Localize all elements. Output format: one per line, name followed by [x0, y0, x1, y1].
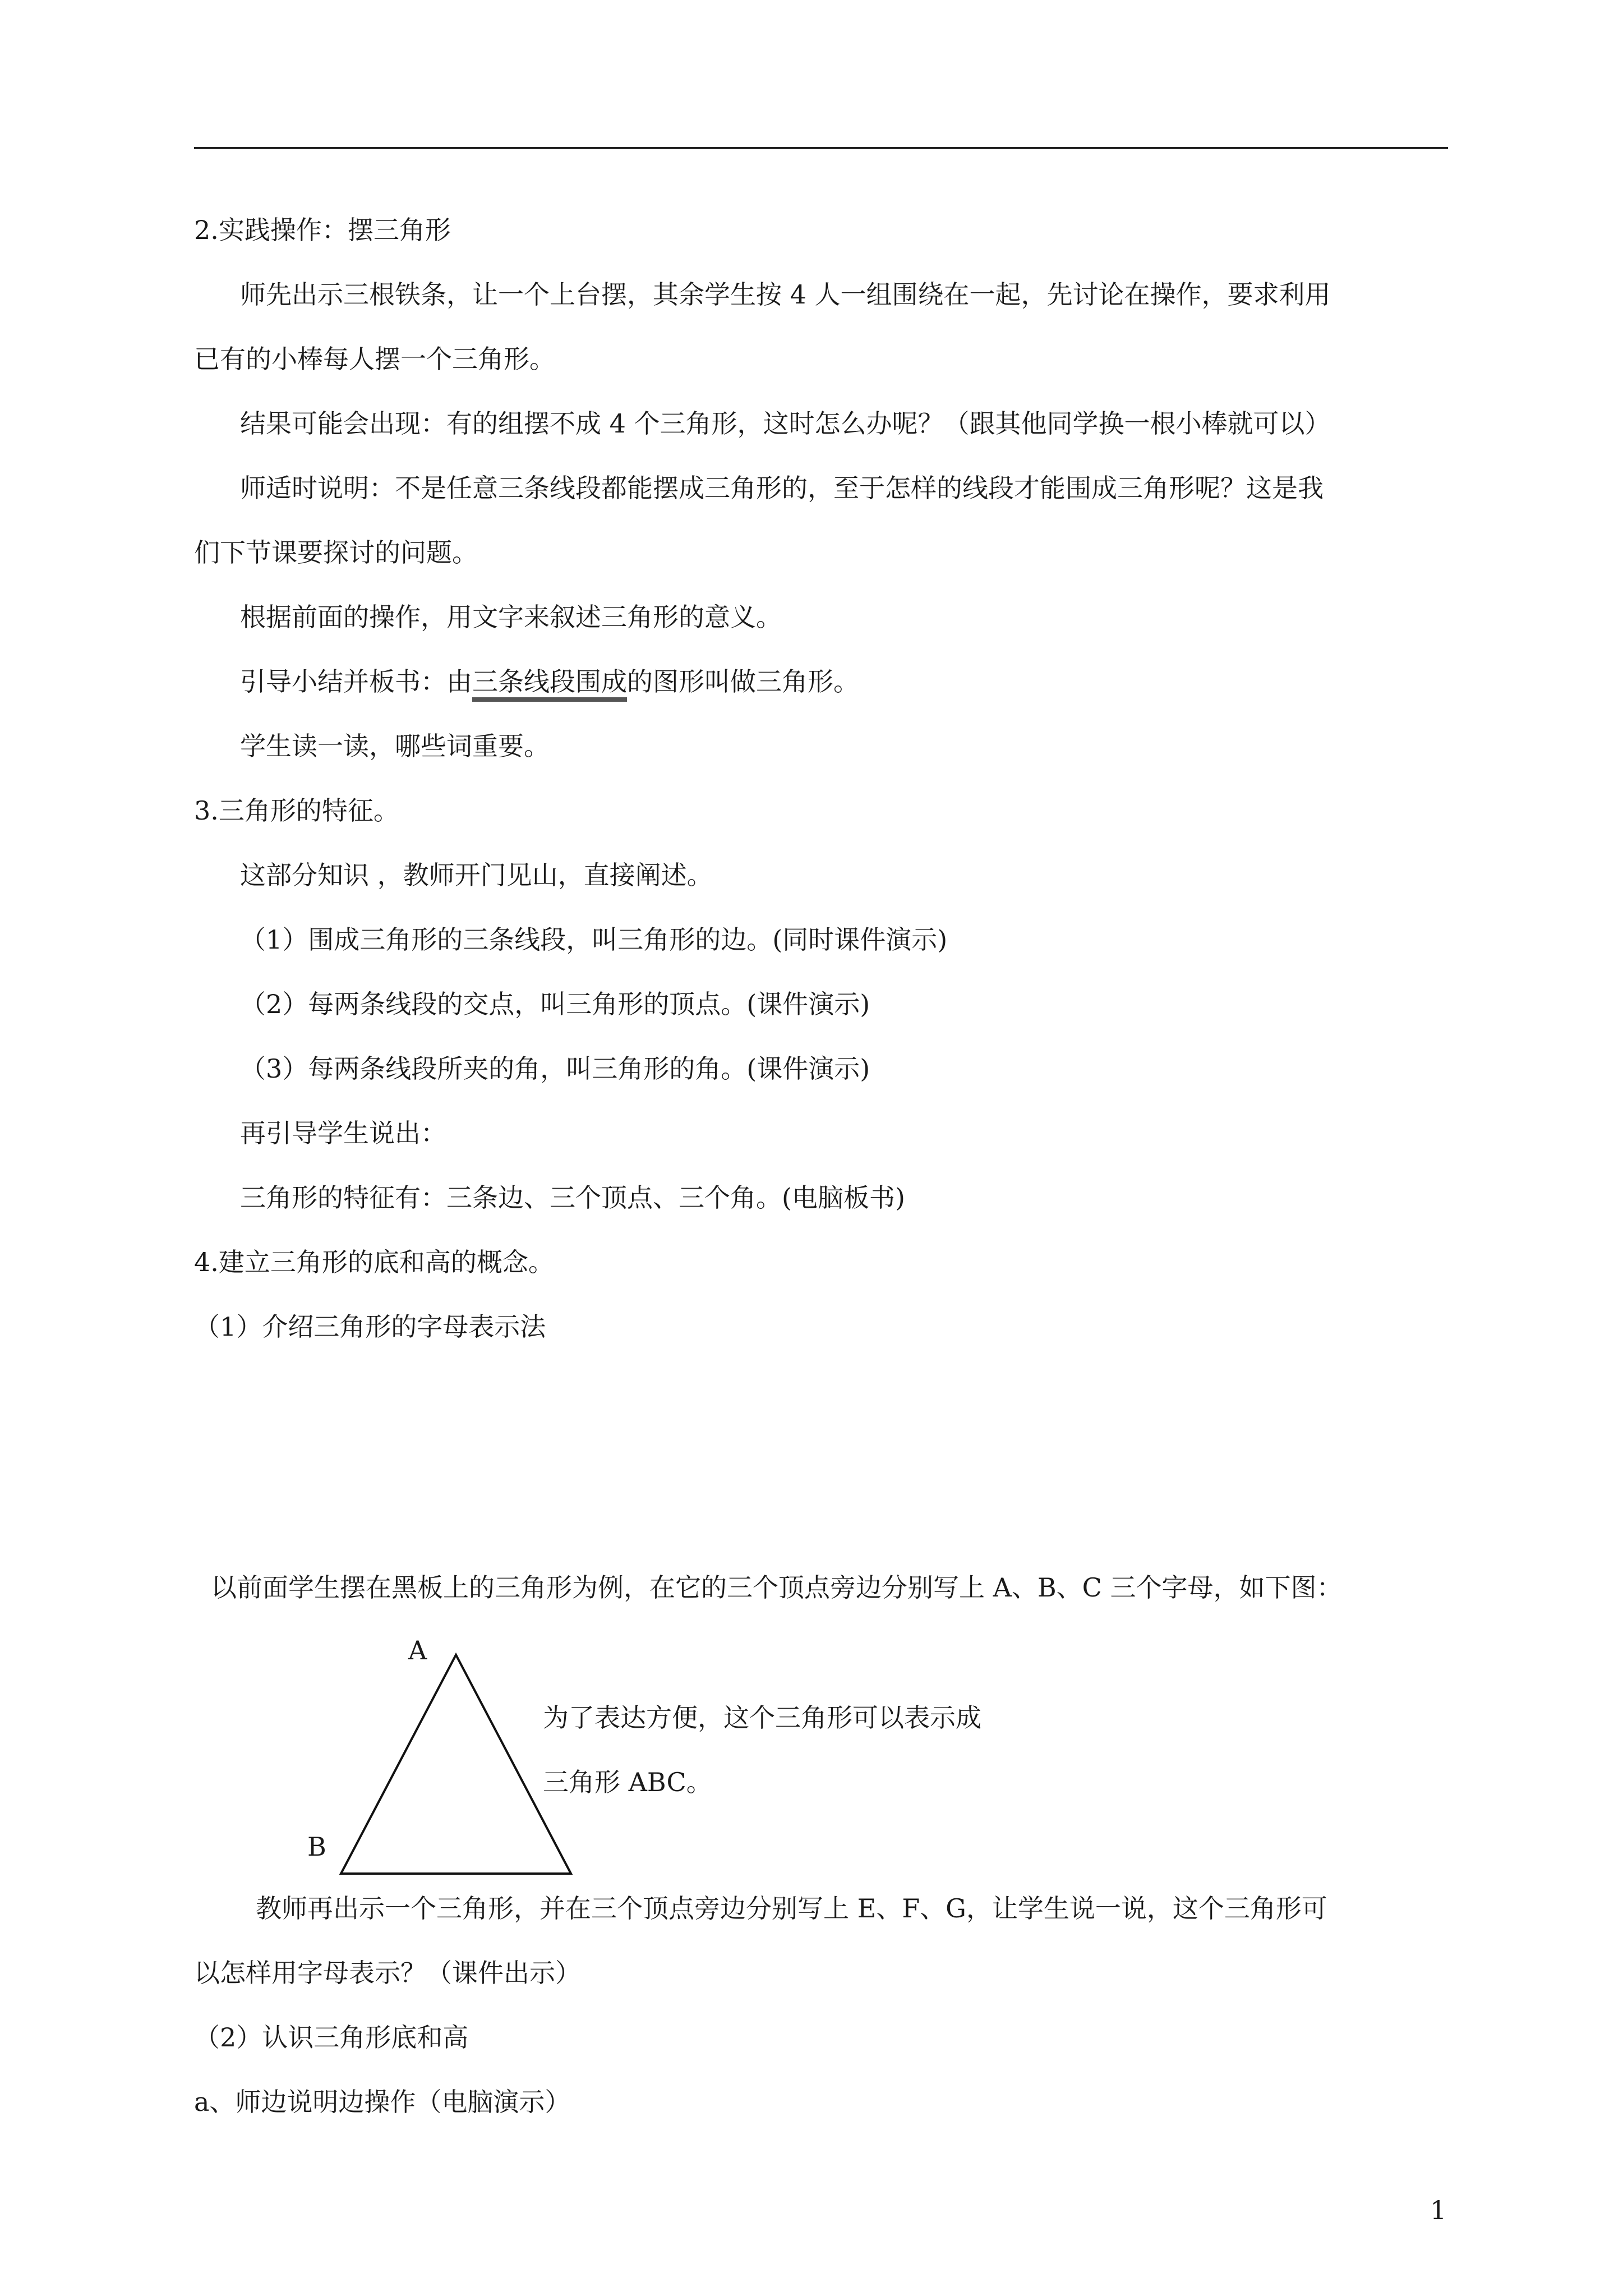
subheading: （1）介绍三角形的字母表示法 [194, 1312, 546, 1342]
subheading: （2）认识三角形底和高 [194, 2022, 469, 2053]
underlined-key-phrase: 三条线段围成 [472, 666, 627, 697]
definition-suffix: 的图形叫做三角形。 [627, 666, 859, 697]
vertex-label-b: B [307, 1832, 326, 1862]
section-3-heading: 3.三角形的特征。 [194, 795, 399, 826]
list-item: a、师边说明边操作（电脑演示） [194, 2087, 571, 2117]
paragraph: 已有的小棒每人摆一个三角形。 [194, 344, 555, 374]
paragraph: 以怎样用字母表示？（课件出示） [194, 1958, 581, 1988]
figure-caption: 为了表达方便，这个三角形可以表示成 [543, 1703, 981, 1733]
figure-caption: 三角形 ABC。 [543, 1767, 712, 1797]
vertex-label-a: A [408, 1635, 427, 1665]
section-4-heading: 4.建立三角形的底和高的概念。 [194, 1247, 554, 1277]
paragraph: 教师再出示一个三角形，并在三个顶点旁边分别写上 E、F、G，让学生说一说，这个三角形可 [256, 1893, 1327, 1924]
paragraph: 们下节课要探讨的问题。 [194, 537, 478, 568]
page-number: 1 [1430, 2195, 1447, 2225]
paragraph: 根据前面的操作，用文字来叙述三角形的意义。 [240, 602, 782, 632]
definition-prefix: 引导小结并板书：由 [240, 666, 472, 697]
list-item: （3）每两条线段所夹的角，叫三角形的角。(课件演示) [240, 1053, 870, 1084]
paragraph: 三角形的特征有：三条边、三个顶点、三个角。(电脑板书) [240, 1182, 905, 1213]
paragraph: 以前面学生摆在黑板上的三角形为例，在它的三个顶点旁边分别写上 A、B、C 三个字母，如下图： [211, 1572, 1343, 1603]
list-item: （2）每两条线段的交点，叫三角形的顶点。(课件演示) [240, 989, 870, 1019]
section-2-heading: 2.实践操作：摆三角形 [194, 215, 451, 245]
paragraph: 师适时说明：不是任意三条线段都能摆成三角形的，至于怎样的线段才能围成三角形呢？这是我 [240, 473, 1324, 503]
list-item: （1）围成三角形的三条线段，叫三角形的边。(同时课件演示) [240, 924, 948, 955]
paragraph: 结果可能会出现：有的组摆不成 4 个三角形，这时怎么办呢？（跟其他同学换一根小棒就可以） [240, 408, 1331, 439]
paragraph: 再引导学生说出： [240, 1118, 446, 1148]
paragraph: 这部分知识 ，教师开门见山，直接阐述。 [240, 860, 713, 890]
triangle-shape [341, 1655, 571, 1874]
paragraph: 师先出示三根铁条，让一个上台摆，其余学生按 4 人一组围绕在一起，先讨论在操作，要求利用 [240, 279, 1331, 310]
paragraph: 学生读一读，哪些词重要。 [240, 731, 550, 761]
